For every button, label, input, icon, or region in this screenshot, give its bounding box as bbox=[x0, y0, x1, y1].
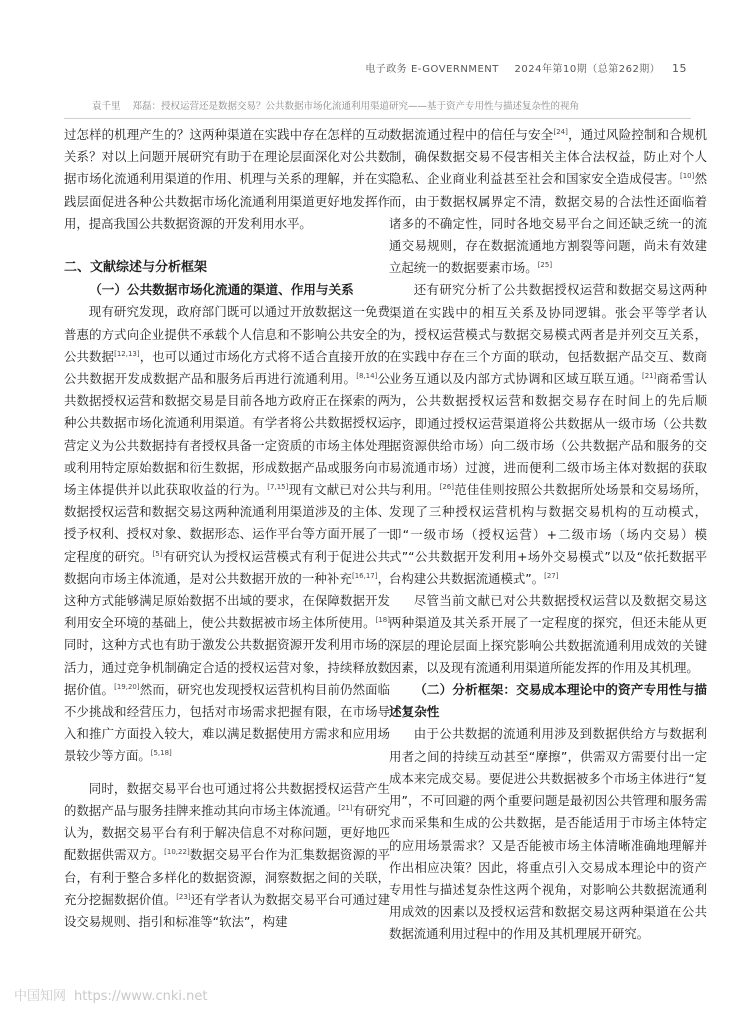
paragraph-text: 现有文献已对公共数据授权运营和数据交易这两种流通利用渠道涉及的主体、授予权利、授权对象、数据形态、运作平台等方面开展了一定程度的研究。 bbox=[64, 482, 391, 564]
section-heading: 二、文献综述与分析框架 bbox=[64, 260, 208, 276]
citation: [25] bbox=[537, 261, 553, 270]
page-number: 15 bbox=[672, 62, 687, 75]
citation: [10] bbox=[679, 172, 695, 181]
citation: [10,22] bbox=[164, 848, 190, 857]
paragraph-text: 有研究认为授权运营模式有利于促进公共数据向市场主体流通，是对公共数据开放的一种补充 bbox=[64, 548, 391, 586]
paragraph-text: 公共数据授权运营和数据交易是目前各地方政府正在探索的两种公共数据市场化流通利用渠道。有学者将公共数据授权运营定义为公共数据持有者授权具备一定资质的市场主体处理或利用特定原始数据和衍生数据，形成数据产品或服务向市场主体提供并以此获取收益的行为。 bbox=[64, 371, 391, 498]
journal-name: 电子政务 E-GOVERNMENT bbox=[365, 64, 499, 75]
paragraph-text: ，通过风险控制和合规机制，确保数据交易不侵害相关主体合法权益，防止对个人隐私、企业商业利益甚至社会和国家安全造成侵害。 bbox=[389, 127, 708, 187]
paragraph bbox=[389, 279, 707, 590]
issue-info: 2024年第10期（总第262期） bbox=[514, 64, 661, 75]
paragraph bbox=[64, 301, 390, 767]
citation: [18] bbox=[375, 616, 390, 625]
citation: [19,20] bbox=[114, 682, 140, 691]
paragraph-text: ，也可以通过市场化方式将不适合直接开放的公共数据开发成数据产品和服务后再进行流通利用。 bbox=[64, 348, 391, 387]
paragraph-text: 同时，数据交易平台也可通过将公共数据授权运营产生的数据产品与服务挂牌来推动其向市场主体流通。 bbox=[64, 780, 390, 818]
paragraph-text: ，这种方式能够满足原始数据不出域的要求，在保障数据开发利用安全环境的基础上，使公共数据被市场主体所使用。 bbox=[64, 570, 391, 631]
citation: [27] bbox=[544, 571, 559, 580]
left-column bbox=[64, 124, 390, 933]
subsection-heading: （一）公共数据市场化流通的渠道、作用与关系 bbox=[89, 282, 354, 298]
running-author: 袁千里 bbox=[92, 101, 121, 112]
paragraph-text: 还有研究分析了公共数据授权运营和数据交易这两种渠道在实践中的相互关系及协同逻辑。张会平等学者认为，授权运营模式与数据交易模式两者是并列交互关系，在实践中存在三个方面的联动，包括数据产品交互、数商业务互通以及内部方式协调和区域互联互通。 bbox=[389, 282, 707, 387]
paragraph-text: 同时，这种方式也有助于激发公共数据资源开发利用市场的活力，通过竞争机制确定合适的授权运营对象，持续释放数据价值。 bbox=[64, 637, 390, 697]
paragraph: 过怎样的机理产生的？这两种渠道在实践中存在怎样的互动关系？对以上问题开展研究有助于在理论层面深化对公共数据市场化流通利用渠道的作用、机理与关系的理解，并在实践层面促进各种公共数据市场化流通利用渠道更好地发挥作用，提高我国公共数据资源的开发利用水平。 bbox=[64, 127, 390, 231]
citation: [23] bbox=[176, 892, 191, 901]
paragraph bbox=[389, 124, 707, 279]
paragraph-text: 数据交易平台作为汇集数据资源的平台，有利于整合多样化的数据资源，洞察数据之间的关联，充分挖掘数据价值。 bbox=[64, 847, 391, 907]
paragraph-text: 商希雪认为，公共数据授权运营和数据交易存在时间上的先后顺序，即通过授权运营渠道将公共数据从一级市场（公共数据资源供给市场）向二级市场（公共数据产品和服务的交易流通市场）过渡，进而便利二级市场主体对数据的获取与利用。 bbox=[389, 371, 708, 498]
paragraph: 由于公共数据的流通利用涉及到数据供给方与数据利用者之间的持续互动甚至“摩擦”，供需双方需要付出一定成本来完成交易。要促进公共数据被多个市场主体进行“复用”，不可回避的两个重要问题是最初因公共管理和服务需求而采集和生成的公共数据，是否能适用于市场主体特定的应用场景需求？又是否能被市场主体清晰准确地理解并作出相应决策？因此，将重点引入交易成本理论中的资产专用性与描述复杂性这两个视角，对影响公共数据流通利用成效的因素以及授权运营和数据交易这两种渠道在公共数据流通利用过程中的作用及其机理展开研究。 bbox=[389, 726, 707, 942]
paragraph bbox=[64, 778, 390, 933]
running-title bbox=[92, 98, 685, 112]
citation: [21] bbox=[642, 372, 657, 381]
paragraph-text: 然而，由于数据权属界定不清，数据交易的合法性还面临着诸多的不确定性，同时各地交易平台之间还缺乏统一的流通交易规则，存在数据流通地方割裂等问题，尚未有效建立起统一的数据要素市场。 bbox=[389, 171, 708, 276]
citation: [5] bbox=[152, 549, 163, 558]
watermark-url: https://www.cnki.net bbox=[74, 989, 208, 1004]
watermark-site-name: 中国知网 bbox=[14, 989, 67, 1004]
cnki-watermark bbox=[14, 985, 207, 1004]
header-divider bbox=[64, 118, 691, 119]
paragraph-text: 范佳佳则按照公共数据所处场景和交易场所，发现了三种授权运营机构与数据交易机构的互动模式，即“一级市场（授权运营）+二级市场（场内交易）模式”“公共数据开发利用+场外交易模式”以及“依托数据平台构建公共数据流通模式”。 bbox=[389, 482, 708, 587]
citation: [5,18] bbox=[150, 749, 172, 758]
citation: [8,14] bbox=[356, 371, 378, 380]
paragraph-text: 还有学者认为数据交易平台可通过建设交易规则、指引和标准等“软法”，构建 bbox=[64, 891, 391, 929]
paragraph-text: 现有研究发现，政府部门既可以通过开放数据这一免费普惠的方式向企业提供不承载个人信息和不影响公共安全的公共数据 bbox=[64, 304, 390, 364]
running-paper-title: 郑磊：授权运营还是数据交易？公共数据市场化流通利用渠道研究——基于资产专用性与描述复杂性的视角 bbox=[132, 101, 580, 112]
right-column bbox=[389, 124, 707, 946]
citation: [7,15] bbox=[267, 482, 289, 491]
subsection-heading: （二）分析框架：交易成本理论中的资产专用性与描述复杂性 bbox=[389, 682, 707, 720]
journal-header bbox=[365, 60, 687, 75]
citation: [21] bbox=[338, 803, 353, 812]
paragraph-text: 数据流通过程中的信任与安全 bbox=[389, 127, 554, 142]
paragraph-text: 有研究认为，数据交易平台有利于解决信息不对称问题，更好地匹配数据供需双方。 bbox=[64, 802, 391, 863]
citation: [12,13] bbox=[114, 349, 140, 358]
citation: [24] bbox=[553, 127, 568, 136]
paragraph: 尽管当前文献已对公共数据授权运营以及数据交易这两种渠道及其关系开展了一定程度的探究，但还未能从更深层的理论层面上探究影响公共数据流通利用成效的关键因素，以及现有流通利用渠道所能发挥的作用及其机理。 bbox=[389, 593, 707, 675]
citation: [26] bbox=[439, 483, 454, 492]
paragraph-text: 然而，研究也发现授权运营机构目前仍然面临不少挑战和经营压力，包括对市场需求把握有限，在市场导入和推广方面投入较大，难以满足数据使用方需求和应用场景较少等方面。 bbox=[64, 681, 391, 764]
citation: [16,17] bbox=[351, 571, 378, 580]
